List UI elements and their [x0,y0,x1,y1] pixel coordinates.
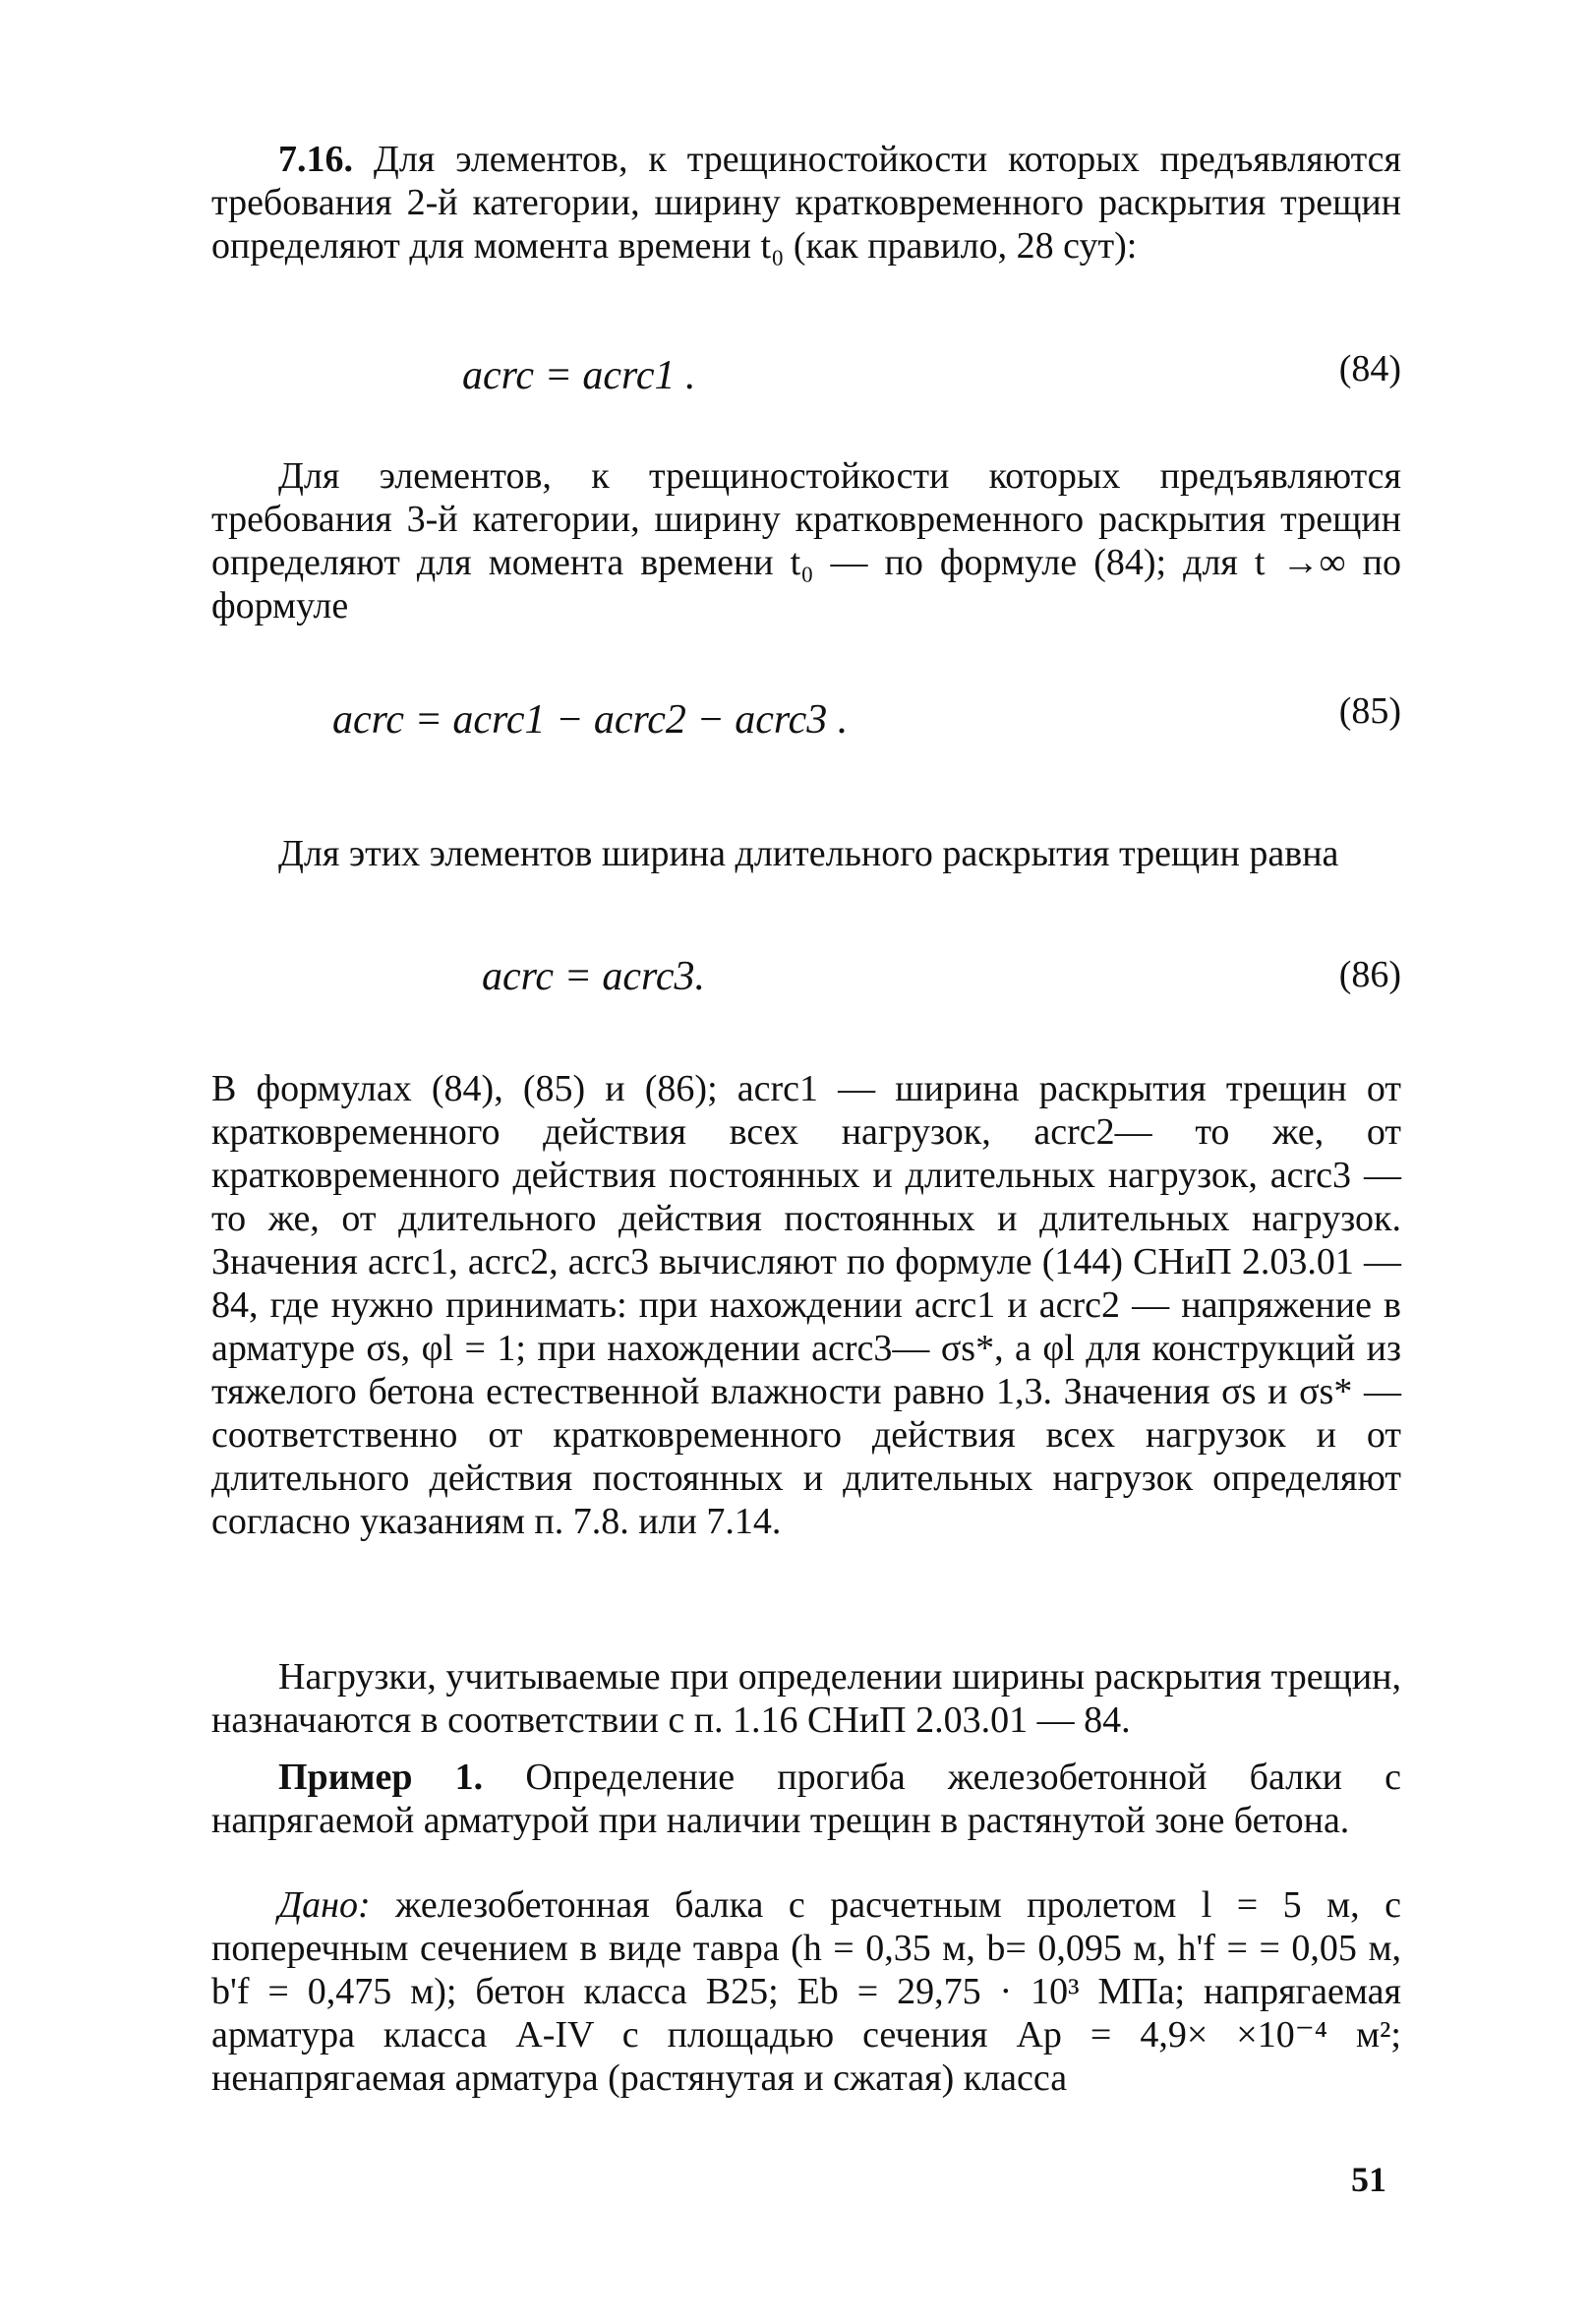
paragraph-category-3: Для элементов, к трещиностойкости которых предъявляются требования 3-й категории, ширину кратковременного раскрытия трещин определяют для момента времени t₀ — по формуле (84); для t →∞ по формуле [211,455,1401,626]
equation-number-86: (86) [1338,954,1401,995]
paragraph-given [211,1883,1401,2100]
equation-number-84: (84) [1338,348,1401,389]
paragraph-formula-notes: В формулах (84), (85) и (86); acrc1 — ширина раскрытия трещин от кратковременного действия всех нагрузок, acrc2— то же, от кратковременного действия постоянных и длительных нагрузок, acrc3 — то же, от длительного действия постоянных и длительных нагрузок. Значения acrc1, acrc2, acrc3 вычисляют по формуле (144) СНиП 2.03.01 — 84, где нужно принимать: при нахождении acrc1 и acrc2 — напряжение в арматуре σs, φl = 1; при нахождении acrc3— σs*, а φl для конструкций из тяжелого бетона естественной влажности равно 1,3. Значения σs и σs* — соответственно от кратковременного действия всех нагрузок и от длительного действия постоянных и длительных нагрузок определяют согласно указаниям п. 7.8. или 7.14. [211,1068,1401,1542]
page-number: 51 [1351,2160,1386,2199]
paragraph-example-1 [211,1756,1401,1842]
formula-84: acrc = acrc1 . [462,353,696,398]
formula-85: acrc = acrc1 − acrc2 − acrc3 . [332,697,849,743]
formula-86: acrc = acrc3. [482,954,705,999]
example-heading: Пример 1. [278,1757,484,1798]
equation-number-85: (85) [1338,690,1401,732]
given-label: Дано: [278,1884,371,1926]
paragraph-long-term: Для этих элементов ширина длительного раскрытия трещин равна [278,833,1339,874]
paragraph-text: Для элементов, к трещиностойкости которых предъявляются требования 2-й категории, ширину кратковременного раскрытия трещин определяют для момента времени t₀ (как правило, 28 сут): [211,139,1401,267]
paragraph-text: железобетонная балка с расчетным пролетом l = 5 м, с поперечным сечением в виде тавра (h = 0,35 м, b= 0,095 м, h'f = = 0,05 м, b'f = 0,475 м); бетон класса B25; Eb = 29,75 · 10³ МПа; напрягаемая арматура класса А-IV с площадью сечения Ap = 4,9× ×10⁻⁴ м²; ненапрягаемая арматура (растянутая и сжатая) класса [211,1884,1401,2099]
section-number: 7.16. [278,139,353,180]
paragraph-loads: Нагрузки, учитываемые при определении ширины раскрытия трещин, назначаются в соответствии с п. 1.16 СНиП 2.03.01 — 84. [211,1656,1401,1741]
paragraph-7-16 [211,138,1401,268]
paragraph-text: Определение прогиба железобетонной балки с напрягаемой арматурой при наличии трещин в растянутой зоне бетона. [211,1757,1401,1841]
